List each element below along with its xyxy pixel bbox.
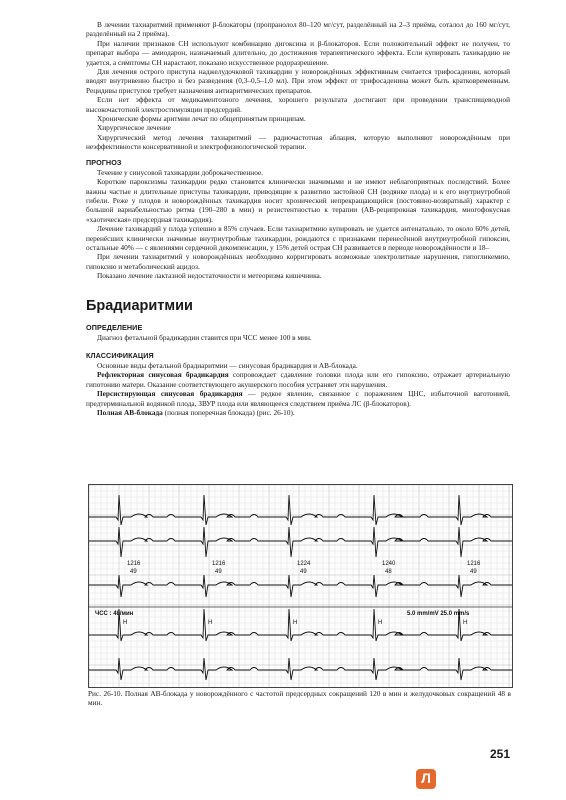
ecg-speed-label: 5.0 mm/mV 25.0 mm/s bbox=[407, 611, 470, 617]
ecg-lead-trace bbox=[89, 658, 512, 680]
ecg-hr-label: 49 bbox=[215, 569, 222, 575]
paragraph: Полная АВ-блокада (полная поперечная блокада) (рис. 26-10). bbox=[97, 408, 295, 417]
ecg-rr-label: 1240 bbox=[382, 561, 396, 567]
ecg-lead-trace bbox=[89, 495, 512, 525]
page-number: 251 bbox=[490, 747, 511, 761]
term: Персистирующая синусовая брадикардия bbox=[97, 389, 243, 399]
paragraph: Хирургическое лечение bbox=[97, 123, 171, 133]
definition-heading: ОПРЕДЕЛЕНИЕ bbox=[86, 322, 143, 332]
term: Полная АВ-блокада bbox=[97, 408, 163, 417]
paragraph: Основные виды фетальной брадиаритмии — синусовая брадикардия и АВ-блокада. bbox=[97, 360, 358, 370]
paragraph: Короткие пароксизмы тахикардии редко становятся клинически значимыми и не имеют неблагоприятных последствий. Более важны частые и длительные приступы тахикардии, приводящие к развитию застойной СН (водянке плода) и к его внутриутробной гибели. Реже у плодов и новорождённых тахикардия носит хронический непрекращающийся (постоянно-возвратный) характер с большой вариабельностью ритма (190–280 в мин) и резистентностью к терапии (АВ-реципрокная тахикардия, многофокусная «хаотическая» предсердная тахикардия). bbox=[86, 177, 510, 224]
ecg-tracing bbox=[89, 485, 512, 687]
ecg-marker: H bbox=[463, 620, 468, 626]
paragraph: Хирургический метод лечения тахиаритмий — радиочастотная аблация, которую выполняют новорождённым при неэффективности консервативной и электрофизиологической терапии. bbox=[86, 132, 510, 152]
ecg-marker: H bbox=[378, 620, 383, 626]
figure-caption: Рис. 26-10. Полная АВ-блокада у новорождённого с частотой предсердных сокращений 120 в мин и желудочковых сокращений 48 в мин. bbox=[88, 689, 511, 708]
ecg-rate-label: ЧСС : 48/мин bbox=[95, 611, 134, 617]
ecg-rr-label: 1216 bbox=[127, 561, 141, 567]
ecg-hr-label: 48 bbox=[385, 569, 392, 575]
paragraph: Если нет эффекта от медикаментозного лечения, хорошего результата достигают при проведении транспищеводной высокочастотной электростимуляции предсердий. bbox=[86, 95, 510, 114]
term: Рефлекторная синусовая брадикардия bbox=[97, 370, 229, 380]
ecg-marker: H bbox=[208, 620, 213, 626]
ecg-marker: H bbox=[293, 620, 298, 626]
ecg-hr-label: 49 bbox=[470, 569, 477, 575]
ecg-lead-trace bbox=[89, 527, 512, 557]
ecg-rr-label: 1216 bbox=[212, 561, 226, 567]
paragraph: Лечение тахикардий у плода успешно в 85% случаев. Если тахиаритмию купировать не удается антенатально, то около 60% детей, перенёсших клинически значимые внутриутробные тахикардии, рождаются с признаками перенесённой внутриутробной гипоксии, остальные 40% — с явлениями сердечной декомпенсации, у 15% детей острая СН развивается в периоде новорождённости и 18– bbox=[86, 224, 510, 252]
paragraph: Течение у синусовой тахикардии доброкачественное. bbox=[97, 167, 264, 177]
prognosis-heading: ПРОГНОЗ bbox=[86, 157, 122, 167]
ecg-rr-label: 1224 bbox=[297, 561, 311, 567]
paragraph: Рефлекторная синусовая брадикардия сопровождает сдавление головки плода или его гипоксию, отражает артериальную гипотонию матери. Оказание соответствующего акушерского пособия устраняет эти нарушения. bbox=[86, 370, 510, 389]
ecg-lead-trace bbox=[89, 575, 512, 597]
ecg-figure bbox=[88, 484, 513, 688]
ecg-hr-label: 49 bbox=[300, 569, 307, 575]
section-title: Брадиаритмии bbox=[86, 297, 193, 314]
ecg-marker: H bbox=[123, 620, 128, 626]
publisher-logo bbox=[416, 769, 436, 789]
ecg-rr-label: 1216 bbox=[467, 561, 481, 567]
paragraph: Хронические формы аритмии лечат по общепринятым принципам. bbox=[97, 114, 306, 124]
paragraph: Персистирующая синусовая брадикардия — редкое явление, связанное с поражением ЦНС, избыточной ваготонией, предтерминальной водянкой плода, ЗВУР плода или являющееся следствием приёма ЛС (β-блокаторов). bbox=[86, 389, 510, 408]
page-text bbox=[86, 20, 510, 417]
ecg-hr-label: 49 bbox=[130, 569, 137, 575]
paragraph: При наличии признаков СН используют комбинацию дигоксина и β-блокаторов. Если положительный эффект не получен, то препарат выбора — амиодарон, назначаемый длительно, до достижения терапевтического эффекта. Если купировать тахикардию не удается, а симптомы СН нарастают, показано искусственное родоразрешение. bbox=[86, 38, 510, 67]
paragraph: При лечении тахиаритмий у новорождённых необходимо корригировать возможные электролитные нарушения, гипогликемию, гипоксию и метаболический ацидоз. bbox=[86, 252, 510, 271]
paragraph: Показано лечение лактазной недостаточности и метеоризма кишечника. bbox=[97, 271, 322, 281]
paragraph: В лечении тахиаритмий применяют β-блокаторы (пропранолол 80–120 мг/сут, разделённый на 2–3 приёма, соталол до 160 мг/сут, разделённый на 2 приёма). bbox=[86, 20, 510, 39]
classification-heading: КЛАССИФИКАЦИЯ bbox=[86, 350, 154, 360]
paragraph: Диагноз фетальной брадикардии ставится при ЧСС менее 100 в мин. bbox=[97, 332, 312, 342]
paragraph: Для лечения острого приступа наджелудочковой тахикардии у новорождённых эффективным считается трифосаденин, который вводят внутривенно быстро и без разведения (0,3–0,5–1,0 мл). При этом эффект от трифосаденина может быть кратковременным. Рецидивы приступов требует назначения антиаритмических препаратов. bbox=[86, 67, 510, 95]
logo-letter: Л bbox=[421, 770, 431, 786]
